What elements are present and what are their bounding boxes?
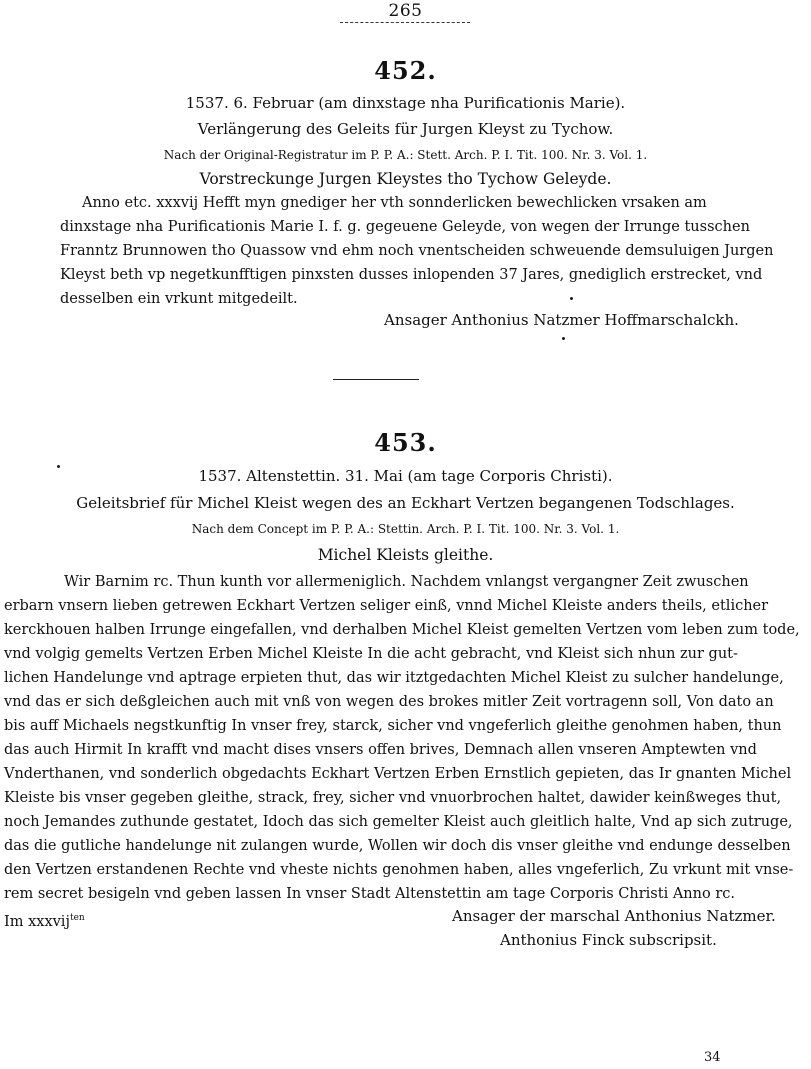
section-separator [333,379,419,380]
doc-452-body-line: dinxstage nha Purificationis Marie I. f. g. gegeuene Geleyde, von wegen der Irrunge tusschen [60,219,750,235]
doc-453-body-line: das die gutliche handelunge nit zulangen wurde, Wollen wir doch dis vnser gleithe vnd endunge desselben [4,838,791,854]
doc-453-body-line: das auch Hirmit In krafft vnd macht dises vnsers offen brives, Demnach allen vnseren Amptewten vnd [4,742,757,758]
doc-453-signature-1: Ansager der marschal Anthonius Natzmer. [452,907,776,925]
doc-453-body-line: erbarn vnsern lieben getrewen Eckhart Vertzen seliger einß, vnnd Michel Kleiste anders theils, etlicher [4,598,769,614]
doc-453-body-line: Vnderthanen, vnd sonderlich obgedachts Eckhart Vertzen Erben Ernstlich gepieten, das Ir gnanten Michel [4,766,792,782]
doc-453-body-line: lichen Handelunge vnd aptrage erpieten thut, das wir itztgedachten Michel Kleist zu sulcher handelunge, [4,670,784,686]
doc-453-body-line: bis auff Michaels negstkunftig In vnser frey, starck, sicher vnd vngeferlich gleithe genohmen haben, thun [4,718,782,734]
doc-453-source: Nach dem Concept im P. P. A.: Stettin. Arch. P. I. Tit. 100. Nr. 3. Vol. 1. [191,522,620,536]
doc-452-summary: Verlängerung des Geleits für Jurgen Kleyst zu Tychow. [197,120,614,138]
doc-452-body-line: desselben ein vrkunt mitgedeilt. [60,291,298,307]
doc-453-body-line: vnd volgig gemelts Vertzen Erben Michel Kleiste In die acht gebracht, vnd Kleist sich nhun zur gut- [4,646,738,662]
page-number: 265 [388,1,423,21]
doc-453-body-line: kerckhouen halben Irrunge eingefallen, vnd derhalben Michel Kleist gemelten Vertzen vom leben zum tode, [4,622,800,638]
doc-452-body-line: Anno etc. xxxvij Hefft myn gnediger her vth sonnderlicken bewechlicken vrsaken am [82,195,707,211]
doc-453-body-line: den Vertzen erstandenen Rechte vnd vheste nichts genohmen haben, alles vngeferlich, Zu vrkunt mit vnse- [4,862,794,878]
doc-453-summary: Geleitsbrief für Michel Kleist wegen des an Eckhart Vertzen begangenen Todschlages. [76,494,735,512]
doc-452-body-line: Franntz Brunnowen tho Quassow vnd ehm noch vnentscheiden schweuende demsuluigen Jurgen [60,243,774,259]
ink-dot [562,337,565,340]
doc-453-number: 453. [374,428,437,457]
doc-452-signature: Ansager Anthonius Natzmer Hoffmarschalckh. [384,311,739,329]
doc-452-source: Nach der Original-Registratur im P. P. A.: Stett. Arch. P. I. Tit. 100. Nr. 3. Vol. 1. [163,148,648,162]
doc-452-body [60,191,805,311]
doc-453-body-last-text: Im xxxvij [4,913,70,930]
doc-453-date-line: 1537. Altenstettin. 31. Mai (am tage Corporis Christi). [198,467,613,485]
ink-dot [570,297,573,300]
doc-453-body-line: rem secret besigeln vnd geben lassen In vnser Stadt Altenstettin am tage Corporis Christi Anno rc. [4,886,735,902]
doc-452-date-line: 1537. 6. Februar (am dinxstage nha Purificationis Marie). [185,94,626,112]
doc-452-heading: Vorstreckunge Jurgen Kleystes tho Tychow Geleyde. [199,170,612,188]
doc-453-body-line: noch Jemandes zuthunde gestatet, Idoch das sich gemelter Kleist auch gleitlich halte, Vnd ap sich zutruge, [4,814,793,830]
footer-signature-number: 34 [704,1050,721,1065]
doc-453-body-last-sup: ten [69,913,85,923]
top-rule [340,22,470,23]
doc-453-heading: Michel Kleists gleithe. [317,546,494,564]
doc-453-body-line: vnd das er sich deßgleichen auch mit vnß von wegen des brokes mitler Zeit vortragenn soll, Von dato an [4,694,774,710]
doc-453-body-line: Kleiste bis vnser gegeben gleithe, strack, frey, sicher vnd vnuorbrochen haltet, dawider keinßweges thut, [4,790,782,806]
doc-452-number: 452. [374,56,437,85]
doc-453-body [4,570,807,930]
doc-453-body-line: Wir Barnim rc. Thun kunth vor allermeniglich. Nachdem vnlangst vergangner Zeit zwuschen [64,574,749,590]
doc-453-signature-2: Anthonius Finck subscripsit. [500,931,717,949]
doc-452-body-line: Kleyst beth vp negetkunfftigen pinxsten dusses inlopenden 37 Jares, gnediglich erstrecket, vnd [60,267,763,283]
